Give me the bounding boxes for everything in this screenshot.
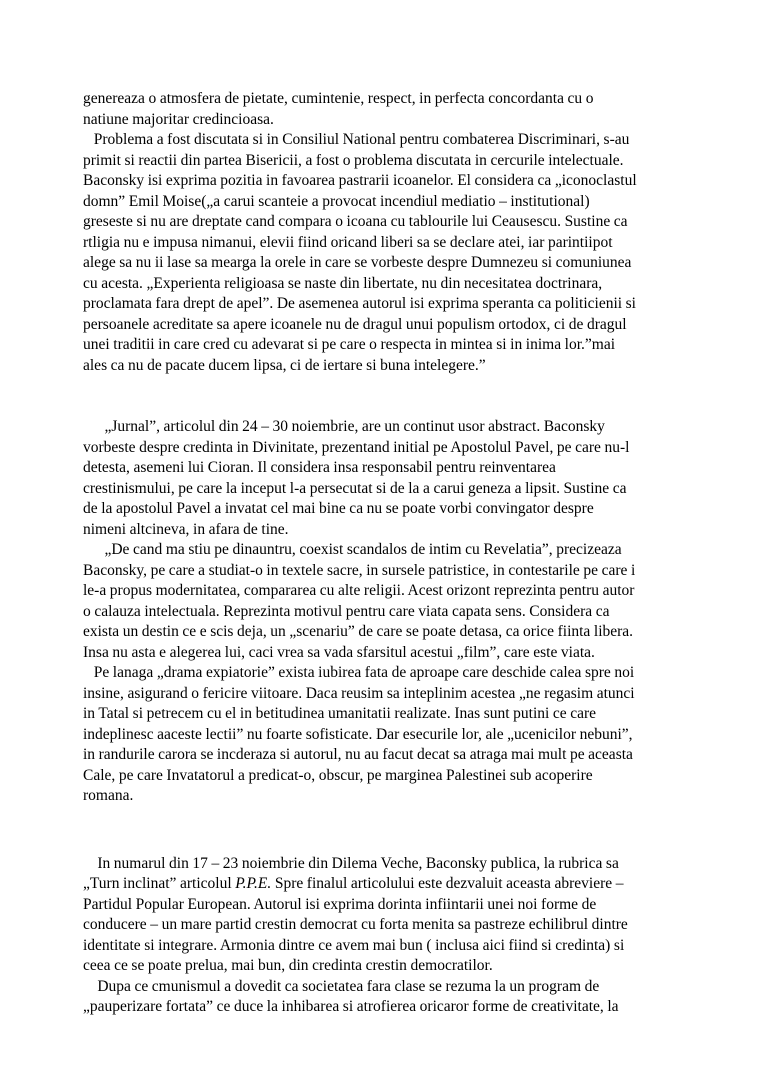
paragraph-iconoclasm: Problema a fost discutata si in Consiliul National pentru combaterea Discriminari, s-au primit si reactii din partea Bisericii, a fost o problema discutata in cercurile intelectuale. Baconsky isi exprima pozitia in favoarea pastrarii icoanelor. El considera ca „iconoclastul domn” Emil Moise(„a carui scanteie a provocat incendiul mediatio – institutional) greseste si nu are dreptate cand compara o icoana cu tablourile lui Ceausescu. Sustine ca rtligia nu e impusa nimanui, elevii fiind oricand liberi sa se declare atei, iar parintiipot alege sa nu ii lase sa mearga la orele in care se vorbeste despre Dumnezeu si comuniunea cu acesta. „Experienta religioasa se naste din libertate, nu din necesitatea doctrinara, proclamata fara drept de apel”. De asemenea autorul isi exprima speranta ca politicienii si persoanele acreditate sa apere icoanele nu de dragul unui populism ortodox, ci de dragul unei traditii in care cred cu adevarat si pe care o respecta in mintea si in inima lor.”mai ales ca nu de pacate ducem lipsa, ci de iertare si buna intelegere.” xyxy=(83,131,637,374)
document-page xyxy=(83,89,683,1018)
paragraph-drama-expiatorie: Pe lanaga „drama expiatorie” exista iubirea fata de aproape care deschide calea spre noi insine, asigurand o fericire viitoare. Daca reusim sa inteplinim acestea „ne regasim atunci in Tatal si petrecem cu el in betitudinea umanitatii realizate. Inas sunt putini ce care indeplinesc aaceste lectii” nu foarte sofisticate. Dar esecurile lor, ale „ucenicilor nebuni”, in randurile carora se incderaza si autorul, nu au facut decat sa atraga mai mult pe aceasta Cale, pe care Invatatorul a predicat-o, obscur, pe marginea Palestinei sub acoperire romana. xyxy=(83,664,635,804)
paragraph-ppe xyxy=(83,854,683,977)
ppe-italic-title: P.P.E. xyxy=(235,875,272,892)
ppe-intro-text: In numarul din 17 – 23 noiembrie din Dilema Veche, Baconsky publica, la rubrica sa „Turn inclinat” articolul xyxy=(83,854,619,892)
paragraph-gap xyxy=(83,376,683,417)
paragraph-comunism: Dupa ce cmunismul a dovedit ca societatea fara clase se rezuma la un program de „pauperizare fortata” ce duce la inhibarea si atrofierea oricaror forme de creativitate, la xyxy=(83,977,619,1015)
paragraph-continuation: genereaza o atmosfera de pietate, cumintenie, respect, in perfecta concordanta cu o natiune majoritar credincioasa. xyxy=(83,90,594,128)
ppe-rest-text: Spre finalul articolului este dezvaluit aceasta abreviere – Partidul Popular European. Autorul isi exprima dorinta infiintarii unei noi forme de conducere – un mare partid crestin democrat cu forta menita sa pastreze echilibrul dintre identitate si integrare. Armonia dintre ce avem mai bun ( inclusa aici fiind si credinta) si ceea ce se poate prelua, mai bun, din credinta crestin democratilor. xyxy=(83,875,628,974)
paragraph-revelatia: „De cand ma stiu pe dinauntru, coexist scandalos de intim cu Revelatia”, precizeaza Baconsky, pe care a studiat-o in textele sacre, in sursele patristice, in contestarile pe care i le-a propus modernitatea, compararea cu alte religii. Acest orizont reprezinta pentru autor o calauza intelectuala. Reprezinta motivul pentru care viata capata sens. Considera ca exista un destin ce e scis deja, un „scenariu” de care se poate detasa, ca orice fiinta libera. Insa nu asta e alegerea lui, caci vrea sa vada sfarsitul acestui „film”, care este viata. xyxy=(83,541,636,661)
paragraph-gap xyxy=(83,807,683,854)
paragraph-jurnal: „Jurnal”, articolul din 24 – 30 noiembrie, are un continut usor abstract. Baconsky vorbeste despre credinta in Divinitate, prezentand initial pe Apostolul Pavel, pe care nu-l detesta, asemeni lui Cioran. Il considera insa responsabil pentru reinventarea crestinismului, pe care la inceput l-a persecutat si de la a carui geneza a lipsit. Sustine ca de la apostolul Pavel a invatat cel mai bine ca nu se poate vorbi convingator despre nimeni altcineva, in afara de tine. xyxy=(83,418,630,538)
